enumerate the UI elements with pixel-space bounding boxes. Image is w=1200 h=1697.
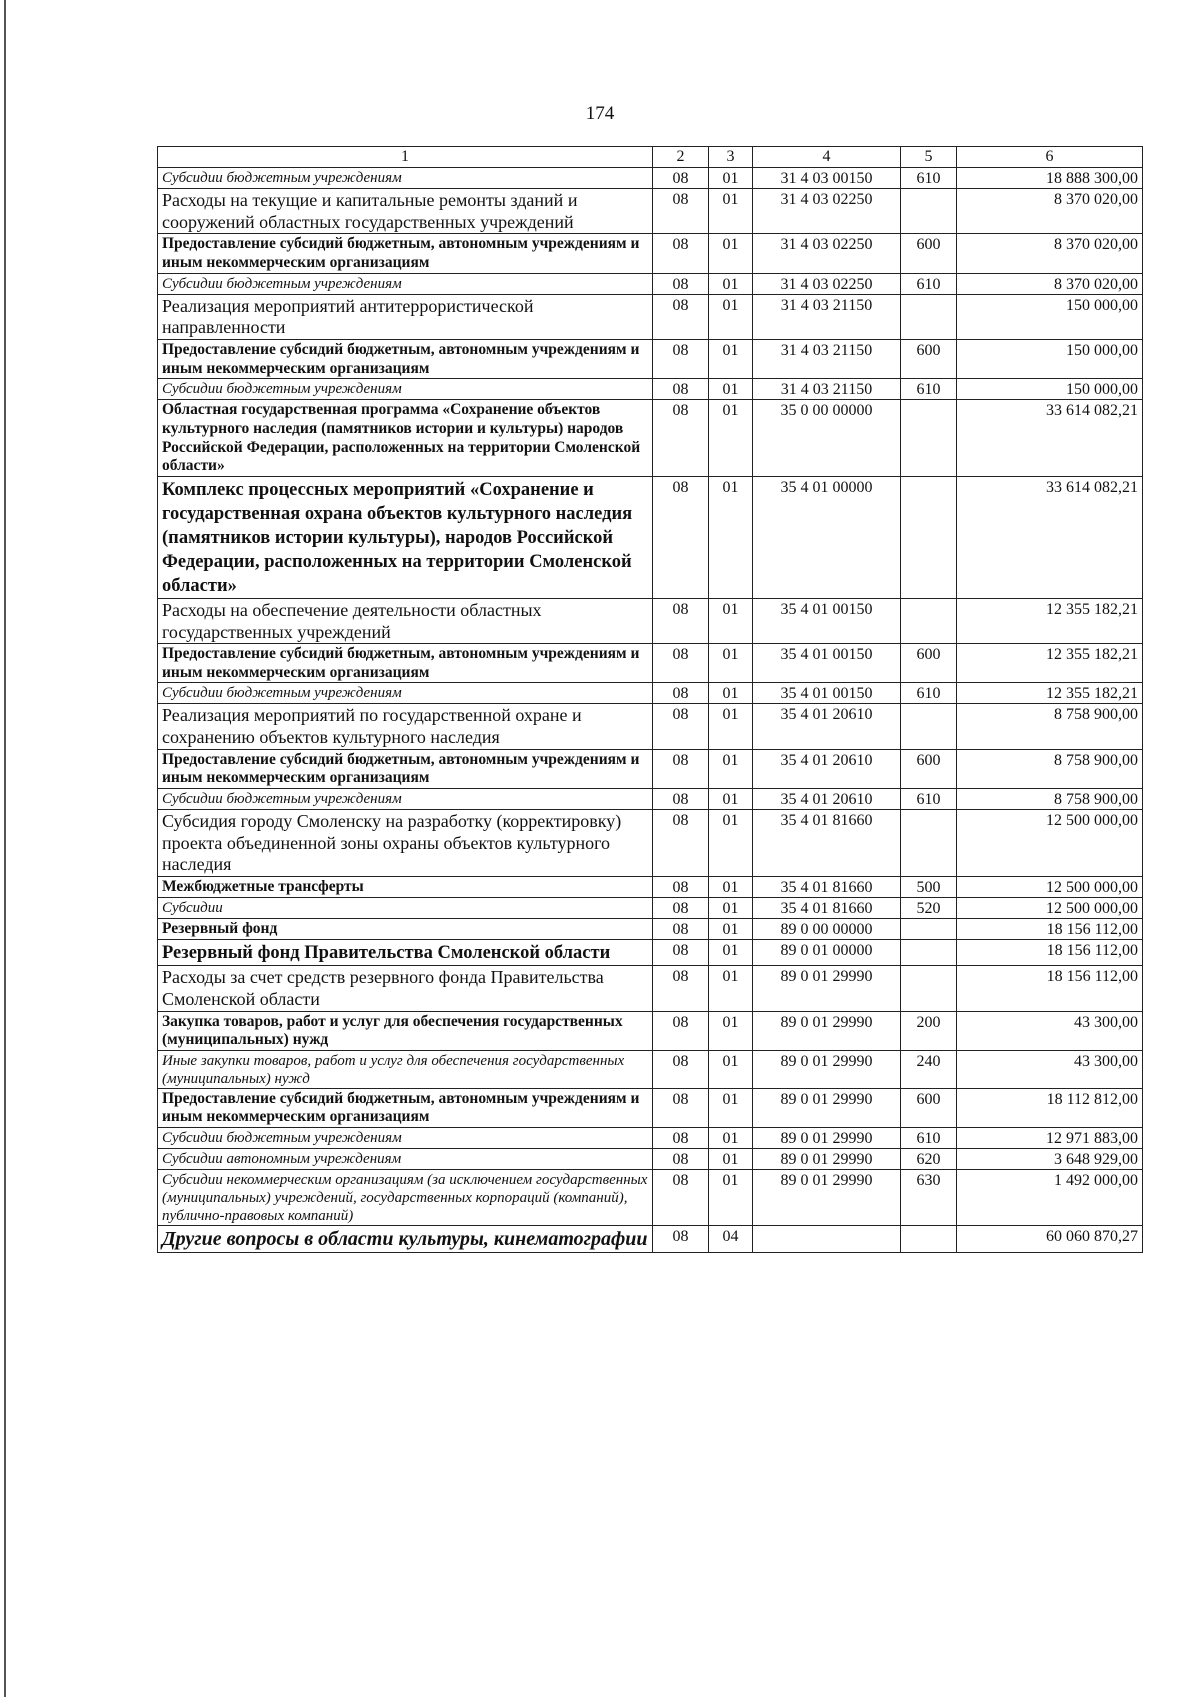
amount-cell: 8 758 900,00 <box>957 749 1143 788</box>
table-row <box>158 598 1143 643</box>
subsection-code-cell: 01 <box>709 339 753 378</box>
table-row <box>158 168 1143 189</box>
subsection-code-cell: 04 <box>709 1226 753 1253</box>
subsection-code-cell: 01 <box>709 400 753 476</box>
table-row <box>158 234 1143 273</box>
table-row <box>158 898 1143 919</box>
target-article-code-cell: 89 0 01 00000 <box>753 940 901 966</box>
section-code-cell: 08 <box>653 1128 709 1149</box>
amount-cell: 18 156 112,00 <box>957 919 1143 940</box>
column-header: 1 <box>158 147 653 168</box>
subsection-code-cell: 01 <box>709 1011 753 1050</box>
row-description-cell: Реализация мероприятий антитеррористической направленности <box>158 294 653 339</box>
expense-type-code-cell: 610 <box>901 788 957 809</box>
target-article-code-cell: 89 0 01 29990 <box>753 966 901 1011</box>
table-row <box>158 189 1143 234</box>
target-article-code-cell: 35 4 01 81660 <box>753 898 901 919</box>
section-code-cell: 08 <box>653 1050 709 1088</box>
row-description-cell: Субсидии бюджетным учреждениям <box>158 379 653 400</box>
target-article-code-cell: 89 0 01 29990 <box>753 1170 901 1226</box>
target-article-code-cell: 31 4 03 02250 <box>753 273 901 294</box>
row-description-cell: Предоставление субсидий бюджетным, автономным учреждениям и иным некоммерческим организациям <box>158 749 653 788</box>
subsection-code-cell: 01 <box>709 683 753 704</box>
table-row <box>158 919 1143 940</box>
row-description-cell: Предоставление субсидий бюджетным, автономным учреждениям и иным некоммерческим организациям <box>158 1088 653 1127</box>
page-number: 174 <box>585 103 615 124</box>
subsection-code-cell: 01 <box>709 294 753 339</box>
section-code-cell: 08 <box>653 876 709 897</box>
row-description-cell: Субсидии бюджетным учреждениям <box>158 1128 653 1149</box>
row-description-cell: Резервный фонд <box>158 919 653 940</box>
row-description-cell: Субсидии <box>158 898 653 919</box>
section-code-cell: 08 <box>653 1226 709 1253</box>
target-article-code-cell: 35 4 01 81660 <box>753 810 901 877</box>
target-article-code-cell: 89 0 01 29990 <box>753 1088 901 1127</box>
target-article-code-cell: 35 4 01 00150 <box>753 598 901 643</box>
subsection-code-cell: 01 <box>709 898 753 919</box>
subsection-code-cell: 01 <box>709 749 753 788</box>
expense-type-code-cell: 600 <box>901 749 957 788</box>
expense-type-code-cell <box>901 810 957 877</box>
row-description-cell: Субсидии автономным учреждениям <box>158 1149 653 1170</box>
expense-type-code-cell: 610 <box>901 1128 957 1149</box>
expense-type-code-cell <box>901 400 957 476</box>
expense-type-code-cell <box>901 1226 957 1253</box>
section-code-cell: 08 <box>653 749 709 788</box>
target-article-code-cell: 35 4 01 00000 <box>753 476 901 598</box>
row-description-cell: Субсидии некоммерческим организациям (за исключением государственных (муниципальных) учреждений, государственных корпораций (компаний), публично-правовых компаний) <box>158 1170 653 1226</box>
row-description-cell: Расходы на текущие и капитальные ремонты зданий и сооружений областных государственных учреждений <box>158 189 653 234</box>
table-row <box>158 704 1143 749</box>
section-code-cell: 08 <box>653 379 709 400</box>
table-header-row <box>158 147 1143 168</box>
subsection-code-cell: 01 <box>709 966 753 1011</box>
expense-type-code-cell: 600 <box>901 644 957 683</box>
table-row <box>158 644 1143 683</box>
row-description-cell: Расходы за счет средств резервного фонда Правительства Смоленской области <box>158 966 653 1011</box>
section-code-cell: 08 <box>653 788 709 809</box>
expense-type-code-cell: 610 <box>901 273 957 294</box>
subsection-code-cell: 01 <box>709 273 753 294</box>
table-row <box>158 1050 1143 1088</box>
amount-cell: 150 000,00 <box>957 294 1143 339</box>
table-row <box>158 273 1143 294</box>
row-description-cell: Областная государственная программа «Сохранение объектов культурного наследия (памятников истории и культуры) народов Российской Федерации, расположенных на территории Смоленской области» <box>158 400 653 476</box>
row-description-cell: Субсидии бюджетным учреждениям <box>158 683 653 704</box>
section-code-cell: 08 <box>653 1088 709 1127</box>
expense-type-code-cell: 610 <box>901 683 957 704</box>
section-code-cell: 08 <box>653 1170 709 1226</box>
row-description-cell: Предоставление субсидий бюджетным, автономным учреждениям и иным некоммерческим организациям <box>158 339 653 378</box>
subsection-code-cell: 01 <box>709 788 753 809</box>
amount-cell: 8 758 900,00 <box>957 704 1143 749</box>
section-code-cell: 08 <box>653 898 709 919</box>
table-row <box>158 379 1143 400</box>
amount-cell: 150 000,00 <box>957 379 1143 400</box>
expense-type-code-cell <box>901 966 957 1011</box>
subsection-code-cell: 01 <box>709 1128 753 1149</box>
column-header: 3 <box>709 147 753 168</box>
section-code-cell: 08 <box>653 339 709 378</box>
section-code-cell: 08 <box>653 683 709 704</box>
table-row <box>158 788 1143 809</box>
target-article-code-cell: 31 4 03 21150 <box>753 294 901 339</box>
row-description-cell: Закупка товаров, работ и услуг для обеспечения государственных (муниципальных) нужд <box>158 1011 653 1050</box>
table-row <box>158 1128 1143 1149</box>
amount-cell: 18 888 300,00 <box>957 168 1143 189</box>
table-row <box>158 749 1143 788</box>
subsection-code-cell: 01 <box>709 919 753 940</box>
subsection-code-cell: 01 <box>709 598 753 643</box>
scan-edge-line <box>4 0 6 1697</box>
target-article-code-cell: 89 0 00 00000 <box>753 919 901 940</box>
target-article-code-cell: 35 4 01 81660 <box>753 876 901 897</box>
expense-type-code-cell: 630 <box>901 1170 957 1226</box>
table-row <box>158 940 1143 966</box>
amount-cell: 12 971 883,00 <box>957 1128 1143 1149</box>
amount-cell: 12 500 000,00 <box>957 810 1143 877</box>
expense-type-code-cell: 610 <box>901 168 957 189</box>
target-article-code-cell: 89 0 01 29990 <box>753 1050 901 1088</box>
row-description-cell: Резервный фонд Правительства Смоленской области <box>158 940 653 966</box>
subsection-code-cell: 01 <box>709 644 753 683</box>
amount-cell: 33 614 082,21 <box>957 400 1143 476</box>
table-row <box>158 876 1143 897</box>
table-row <box>158 1011 1143 1050</box>
expense-type-code-cell <box>901 294 957 339</box>
subsection-code-cell: 01 <box>709 1170 753 1226</box>
expense-type-code-cell <box>901 919 957 940</box>
amount-cell: 3 648 929,00 <box>957 1149 1143 1170</box>
section-code-cell: 08 <box>653 919 709 940</box>
amount-cell: 60 060 870,27 <box>957 1226 1143 1253</box>
row-description-cell: Иные закупки товаров, работ и услуг для обеспечения государственных (муниципальных) нужд <box>158 1050 653 1088</box>
row-description-cell: Субсидии бюджетным учреждениям <box>158 788 653 809</box>
amount-cell: 8 758 900,00 <box>957 788 1143 809</box>
target-article-code-cell: 35 4 01 20610 <box>753 704 901 749</box>
subsection-code-cell: 01 <box>709 234 753 273</box>
table-row <box>158 476 1143 598</box>
expense-type-code-cell <box>901 940 957 966</box>
table-row <box>158 683 1143 704</box>
section-code-cell: 08 <box>653 400 709 476</box>
expense-type-code-cell: 600 <box>901 1088 957 1127</box>
subsection-code-cell: 01 <box>709 1149 753 1170</box>
target-article-code-cell: 35 4 01 20610 <box>753 749 901 788</box>
section-code-cell: 08 <box>653 940 709 966</box>
table-row <box>158 400 1143 476</box>
row-description-cell: Расходы на обеспечение деятельности областных государственных учреждений <box>158 598 653 643</box>
column-header: 6 <box>957 147 1143 168</box>
table-row <box>158 1170 1143 1226</box>
subsection-code-cell: 01 <box>709 168 753 189</box>
amount-cell: 18 112 812,00 <box>957 1088 1143 1127</box>
target-article-code-cell: 35 4 01 20610 <box>753 788 901 809</box>
section-code-cell: 08 <box>653 966 709 1011</box>
subsection-code-cell: 01 <box>709 476 753 598</box>
amount-cell: 8 370 020,00 <box>957 234 1143 273</box>
amount-cell: 43 300,00 <box>957 1050 1143 1088</box>
section-code-cell: 08 <box>653 704 709 749</box>
expense-type-code-cell <box>901 704 957 749</box>
section-code-cell: 08 <box>653 168 709 189</box>
section-code-cell: 08 <box>653 234 709 273</box>
section-code-cell: 08 <box>653 598 709 643</box>
target-article-code-cell: 89 0 01 29990 <box>753 1149 901 1170</box>
row-description-cell: Комплекс процессных мероприятий «Сохранение и государственная охрана объектов культурного наследия (памятников истории культуры), народов Российской Федерации, расположенных на территории Смоленской области» <box>158 476 653 598</box>
section-code-cell: 08 <box>653 1011 709 1050</box>
amount-cell: 18 156 112,00 <box>957 940 1143 966</box>
expense-type-code-cell: 500 <box>901 876 957 897</box>
amount-cell: 1 492 000,00 <box>957 1170 1143 1226</box>
section-code-cell: 08 <box>653 476 709 598</box>
subsection-code-cell: 01 <box>709 876 753 897</box>
amount-cell: 12 355 182,21 <box>957 598 1143 643</box>
target-article-code-cell: 31 4 03 21150 <box>753 379 901 400</box>
expense-type-code-cell: 520 <box>901 898 957 919</box>
amount-cell: 8 370 020,00 <box>957 273 1143 294</box>
amount-cell: 33 614 082,21 <box>957 476 1143 598</box>
expense-type-code-cell <box>901 476 957 598</box>
table-row <box>158 966 1143 1011</box>
expense-type-code-cell: 620 <box>901 1149 957 1170</box>
subsection-code-cell: 01 <box>709 379 753 400</box>
column-header: 2 <box>653 147 709 168</box>
target-article-code-cell: 31 4 03 02250 <box>753 189 901 234</box>
target-article-code-cell: 35 4 01 00150 <box>753 683 901 704</box>
expense-type-code-cell: 600 <box>901 234 957 273</box>
expense-type-code-cell <box>901 598 957 643</box>
amount-cell: 12 500 000,00 <box>957 876 1143 897</box>
amount-cell: 12 355 182,21 <box>957 683 1143 704</box>
subsection-code-cell: 01 <box>709 1050 753 1088</box>
expense-type-code-cell <box>901 189 957 234</box>
target-article-code-cell: 31 4 03 00150 <box>753 168 901 189</box>
target-article-code-cell: 35 0 00 00000 <box>753 400 901 476</box>
expense-type-code-cell: 600 <box>901 339 957 378</box>
expense-type-code-cell: 240 <box>901 1050 957 1088</box>
amount-cell: 18 156 112,00 <box>957 966 1143 1011</box>
target-article-code-cell: 35 4 01 00150 <box>753 644 901 683</box>
column-header: 4 <box>753 147 901 168</box>
row-description-cell: Субсидии бюджетным учреждениям <box>158 168 653 189</box>
table-row <box>158 810 1143 877</box>
table-row <box>158 1149 1143 1170</box>
target-article-code-cell: 89 0 01 29990 <box>753 1011 901 1050</box>
target-article-code-cell: 31 4 03 02250 <box>753 234 901 273</box>
column-header: 5 <box>901 147 957 168</box>
section-code-cell: 08 <box>653 644 709 683</box>
row-description-cell: Субсидии бюджетным учреждениям <box>158 273 653 294</box>
row-description-cell: Предоставление субсидий бюджетным, автономным учреждениям и иным некоммерческим организациям <box>158 234 653 273</box>
target-article-code-cell: 31 4 03 21150 <box>753 339 901 378</box>
table-row <box>158 294 1143 339</box>
table-row <box>158 1226 1143 1253</box>
budget-table-body <box>158 147 1143 1253</box>
row-description-cell: Субсидия городу Смоленску на разработку (корректировку) проекта объединенной зоны охраны объектов культурного наследия <box>158 810 653 877</box>
table-row <box>158 339 1143 378</box>
subsection-code-cell: 01 <box>709 189 753 234</box>
subsection-code-cell: 01 <box>709 810 753 877</box>
row-description-cell: Межбюджетные трансферты <box>158 876 653 897</box>
row-description-cell: Другие вопросы в области культуры, кинематографии <box>158 1226 653 1253</box>
amount-cell: 12 355 182,21 <box>957 644 1143 683</box>
section-code-cell: 08 <box>653 1149 709 1170</box>
section-code-cell: 08 <box>653 273 709 294</box>
section-code-cell: 08 <box>653 189 709 234</box>
row-description-cell: Предоставление субсидий бюджетным, автономным учреждениям и иным некоммерческим организациям <box>158 644 653 683</box>
amount-cell: 12 500 000,00 <box>957 898 1143 919</box>
target-article-code-cell <box>753 1226 901 1253</box>
budget-table <box>157 146 1143 1253</box>
expense-type-code-cell: 610 <box>901 379 957 400</box>
amount-cell: 8 370 020,00 <box>957 189 1143 234</box>
subsection-code-cell: 01 <box>709 1088 753 1127</box>
expense-type-code-cell: 200 <box>901 1011 957 1050</box>
row-description-cell: Реализация мероприятий по государственной охране и сохранению объектов культурного наследия <box>158 704 653 749</box>
amount-cell: 150 000,00 <box>957 339 1143 378</box>
target-article-code-cell: 89 0 01 29990 <box>753 1128 901 1149</box>
table-row <box>158 1088 1143 1127</box>
section-code-cell: 08 <box>653 810 709 877</box>
subsection-code-cell: 01 <box>709 940 753 966</box>
section-code-cell: 08 <box>653 294 709 339</box>
amount-cell: 43 300,00 <box>957 1011 1143 1050</box>
subsection-code-cell: 01 <box>709 704 753 749</box>
